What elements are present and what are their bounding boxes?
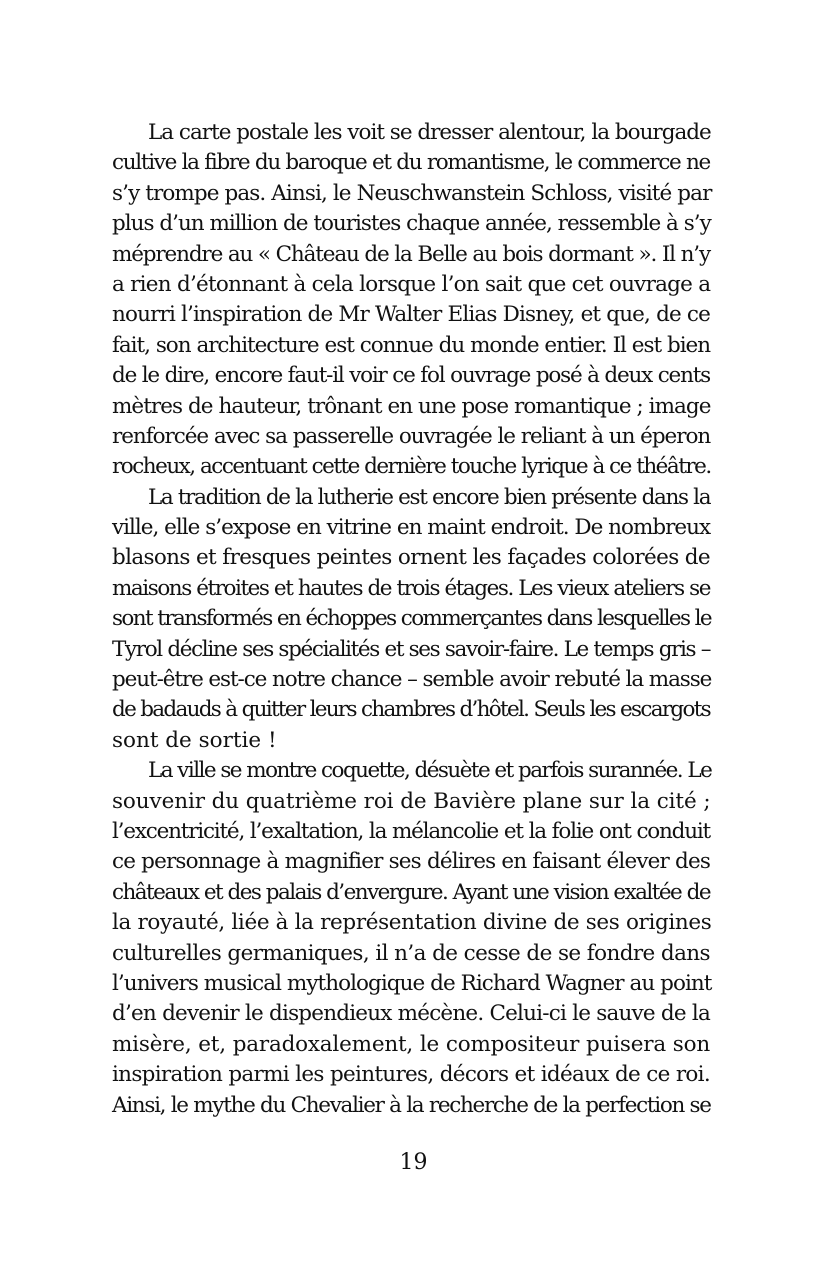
text-line: blasons et fresques peintes ornent les façades colorées de — [112, 545, 710, 571]
paragraph-2 — [112, 483, 710, 757]
text-line: a rien d’étonnant à cela lorsque l’on sait que cet ouvrage a — [112, 271, 711, 297]
text-line: rocheux, accentuant cette dernière touche lyrique à ce théâtre. — [112, 454, 711, 480]
text-line: de le dire, encore faut-il voir ce fol ouvrage posé à deux cents — [112, 363, 710, 389]
text-line: misère, et, paradoxalement, le compositeur puisera son — [112, 1031, 710, 1057]
text-line: La tradition de la lutherie est encore bien présente dans la — [148, 484, 711, 510]
text-line: peut-être est-ce notre chance – semble avoir rebuté la masse — [112, 667, 712, 693]
text-line: s’y trompe pas. Ainsi, le Neuschwanstein Schloss, visité par — [112, 180, 712, 206]
text-line: culturelles germaniques, il n’a de cesse de se fondre dans — [112, 940, 710, 966]
text-line: plus d’un million de touristes chaque année, ressemble à s’y — [112, 211, 711, 237]
paragraph-1 — [112, 118, 710, 483]
text-line: La ville se montre coquette, désuète et parfois surannée. Le — [148, 758, 712, 784]
body-text — [112, 118, 710, 1121]
text-line: Ainsi, le mythe du Chevalier à la recherche de la perfection se — [112, 1092, 711, 1118]
text-line: nourri l’inspiration de Mr Walter Elias Disney, et que, de ce — [112, 302, 710, 328]
text-line: cultive la fibre du baroque et du romantisme, le commerce ne — [112, 150, 710, 176]
paragraph-3 — [112, 756, 710, 1121]
text-line: l’excentricité, l’exaltation, la mélancolie et la folie ont conduit — [112, 818, 710, 844]
text-line: de badauds à quitter leurs chambres d’hôtel. Seuls les escargots — [112, 697, 710, 723]
text-line: ville, elle s’expose en vitrine en maint endroit. De nombreux — [112, 515, 711, 541]
text-line: Tyrol décline ses spécialités et ses savoir-faire. Le temps gris – — [112, 636, 711, 662]
text-line: renforcée avec sa passerelle ouvragée le reliant à un éperon — [112, 423, 711, 449]
text-line: méprendre au « Château de la Belle au bois dormant ». Il n’y — [112, 241, 710, 267]
text-line: La carte postale les voit se dresser alentour, la bourgade — [148, 120, 711, 145]
text-line: châteaux et des palais d’envergure. Ayant une vision exaltée de — [112, 879, 710, 905]
text-line: sont de sortie ! — [112, 727, 277, 753]
text-line: souvenir du quatrième roi de Bavière plane sur la cité ; — [112, 788, 711, 814]
text-line: inspiration parmi les peintures, décors et idéaux de ce roi. — [112, 1062, 710, 1088]
text-line: ce personnage à magnifier ses délires en faisant élever des — [112, 849, 710, 875]
page-number: 19 — [399, 1150, 428, 1175]
text-line: la royauté, liée à la représentation divine de ses origines — [112, 910, 712, 936]
text-line: maisons étroites et hautes de trois étages. Les vieux ateliers se — [112, 575, 710, 601]
text-line: d’en devenir le dispendieux mécène. Celui-ci le sauve de la — [112, 1001, 710, 1027]
text-line: l’univers musical mythologique de Richard Wagner au point — [112, 970, 712, 996]
text-line: mètres de hauteur, trônant en une pose romantique ; image — [112, 393, 711, 419]
text-line: sont transformés en échoppes commerçantes dans lesquelles le — [112, 606, 712, 632]
text-line: fait, son architecture est connue du monde entier. Il est bien — [112, 332, 710, 358]
